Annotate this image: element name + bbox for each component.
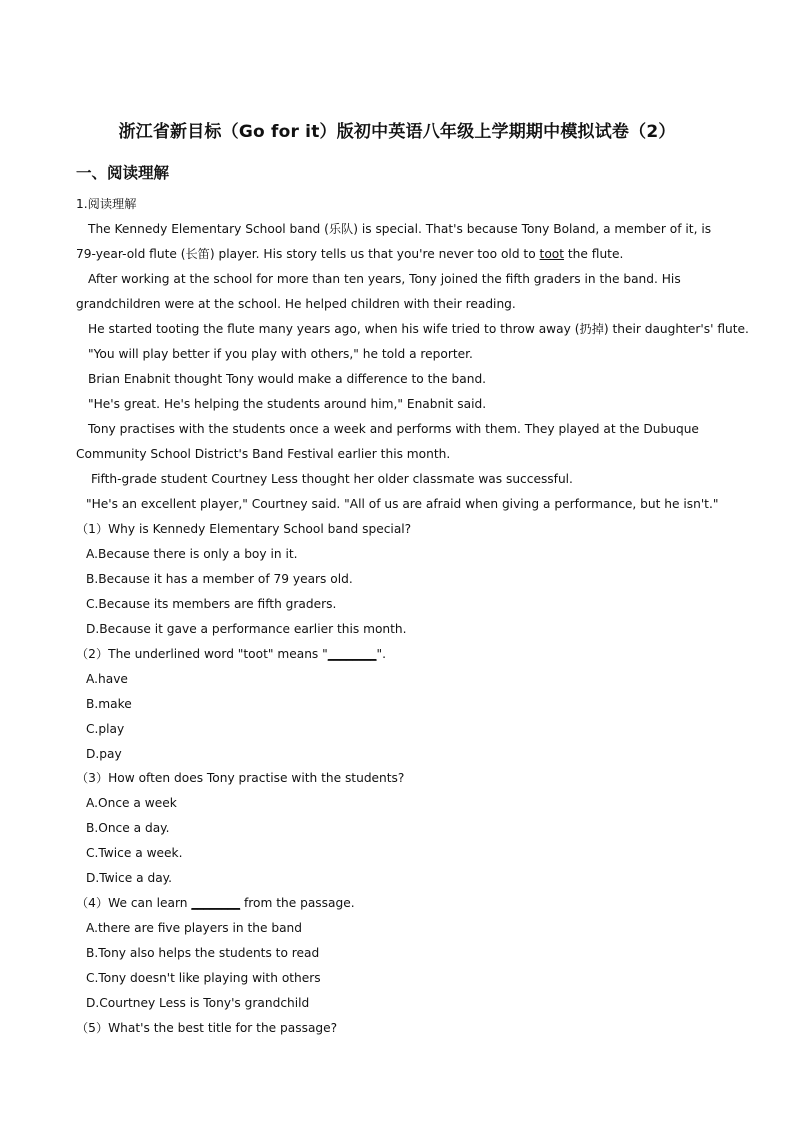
passage-line: After working at the school for more than ten years, Tony joined the fifth graders in the band. His [88, 272, 681, 286]
question-label: 1.阅读理解 [76, 197, 137, 211]
answer-option: B.Because it has a member of 79 years old. [86, 572, 353, 586]
passage-line: Tony practises with the students once a week and performs with them. They played at the Dubuque [88, 422, 699, 436]
answer-option: A.Because there is only a boy in it. [86, 547, 298, 561]
answer-option: B.make [86, 697, 132, 711]
passage-line: "He's great. He's helping the students around him," Enabnit said. [88, 397, 487, 411]
passage-line: Brian Enabnit thought Tony would make a difference to the band. [88, 372, 487, 386]
passage-line: grandchildren were at the school. He helped children with their reading. [76, 297, 516, 311]
question-stem [76, 646, 386, 662]
answer-option: C.Twice a week. [86, 846, 183, 860]
passage-line: He started tooting the flute many years ago, when his wife tried to throw away (扔掉) their daughter's' flute. [88, 322, 749, 336]
answer-option: D.Because it gave a performance earlier this month. [86, 622, 407, 636]
answer-option: B.Once a day. [86, 821, 170, 835]
passage-line: Fifth-grade student Courtney Less thought her older classmate was successful. [91, 472, 573, 486]
question-stem: （5）What's the best title for the passage? [76, 1021, 338, 1035]
answer-option: D.pay [86, 747, 122, 761]
passage-line: "He's an excellent player," Courtney said. "All of us are afraid when giving a performance, but he isn't." [86, 497, 719, 511]
question-stem: （3）How often does Tony practise with the students? [76, 771, 405, 785]
answer-option: C.Tony doesn't like playing with others [86, 971, 321, 985]
question-stem: （1）Why is Kennedy Elementary School band special? [76, 522, 412, 536]
answer-option: C.play [86, 722, 125, 736]
answer-option: A.there are five players in the band [86, 921, 303, 935]
answer-blank: ________ [327, 647, 377, 661]
section-heading: 一、阅读理解 [76, 164, 170, 182]
question-stem [76, 895, 355, 911]
answer-option: A.Once a week [86, 796, 177, 810]
answer-blank: ________ [191, 896, 241, 910]
passage-text: the flute. [564, 247, 624, 261]
passage-line: "You will play better if you play with others," he told a reporter. [88, 347, 473, 361]
stem-text: （2）The underlined word "toot" means " [76, 647, 328, 661]
passage-line [76, 246, 623, 262]
answer-option: C.Because its members are fifth graders. [86, 597, 337, 611]
passage-line: Community School District's Band Festival earlier this month. [76, 447, 451, 461]
answer-option: D.Courtney Less is Tony's grandchild [86, 996, 310, 1010]
answer-option: D.Twice a day. [86, 871, 173, 885]
passage-line: The Kennedy Elementary School band (乐队) is special. That's because Tony Boland, a member of it, is [88, 222, 712, 236]
page-title: 浙江省新目标（Go for it）版初中英语八年级上学期期中模拟试卷（2） [118, 122, 676, 142]
stem-text: from the passage. [240, 896, 355, 910]
passage-text: 79-year-old flute (长笛) player. His story tells us that you're never too old to [76, 247, 540, 261]
answer-option: B.Tony also helps the students to read [86, 946, 320, 960]
stem-text: （4）We can learn [76, 896, 192, 910]
stem-text: ". [376, 647, 386, 661]
underlined-word: toot [539, 247, 565, 261]
answer-option: A.have [86, 672, 128, 686]
